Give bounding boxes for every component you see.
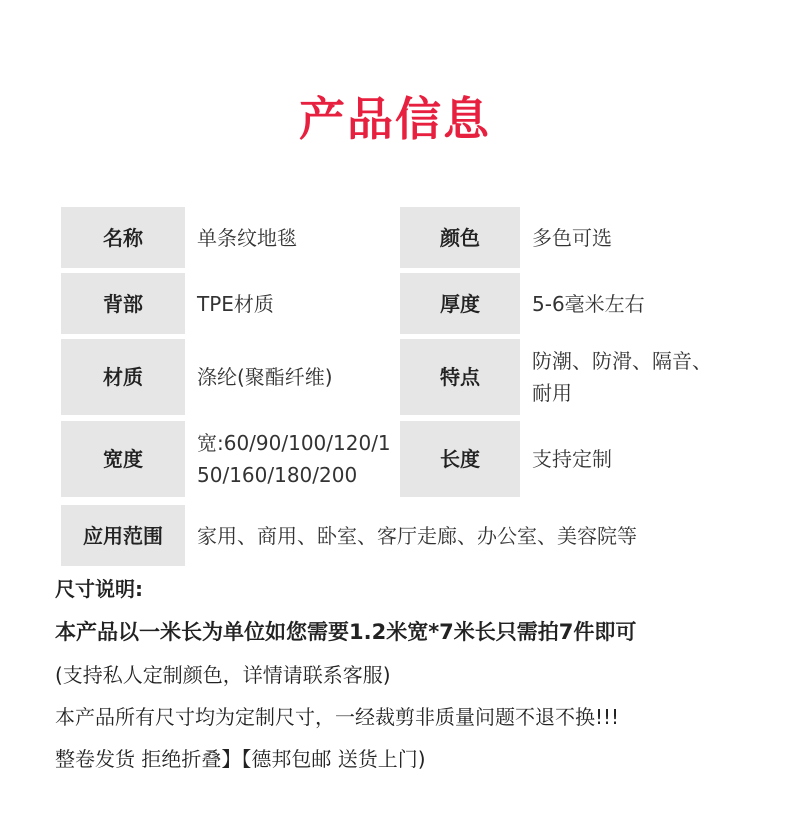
label-width: 宽度	[61, 421, 185, 497]
value-features: 防潮、防滑、隔音、耐用	[520, 339, 730, 415]
value-width: 宽:60/90/100/120/150/160/180/200	[185, 421, 400, 497]
value-usage: 家用、商用、卧室、客厅走廊、办公室、美容院等	[185, 505, 730, 566]
notes-line-2: (支持私人定制颜色，详情请联系客服)	[55, 663, 391, 687]
size-notes	[55, 568, 775, 780]
page-title: 产品信息	[299, 92, 491, 146]
label-usage: 应用范围	[61, 505, 185, 566]
label-features: 特点	[400, 339, 520, 415]
label-color: 颜色	[400, 207, 520, 268]
notes-heading: 尺寸说明:	[55, 577, 143, 601]
label-name: 名称	[61, 207, 185, 268]
label-material: 材质	[61, 339, 185, 415]
value-backing: TPE材质	[185, 273, 400, 334]
value-color: 多色可选	[520, 207, 730, 268]
label-backing: 背部	[61, 273, 185, 334]
value-length: 支持定制	[520, 421, 730, 497]
notes-line-1: 本产品以一米长为单位如您需要1.2米宽*7米长只需拍7件即可	[55, 620, 637, 644]
notes-line-3: 本产品所有尺寸均为定制尺寸，一经裁剪非质量问题不退不换!!!	[55, 705, 620, 729]
label-thickness: 厚度	[400, 273, 520, 334]
value-name: 单条纹地毯	[185, 207, 400, 268]
value-material: 涤纶(聚酯纤维)	[185, 339, 400, 415]
label-length: 长度	[400, 421, 520, 497]
value-thickness: 5-6毫米左右	[520, 273, 730, 334]
notes-line-4: 整卷发货 拒绝折叠】【德邦包邮 送货上门)	[55, 747, 426, 771]
